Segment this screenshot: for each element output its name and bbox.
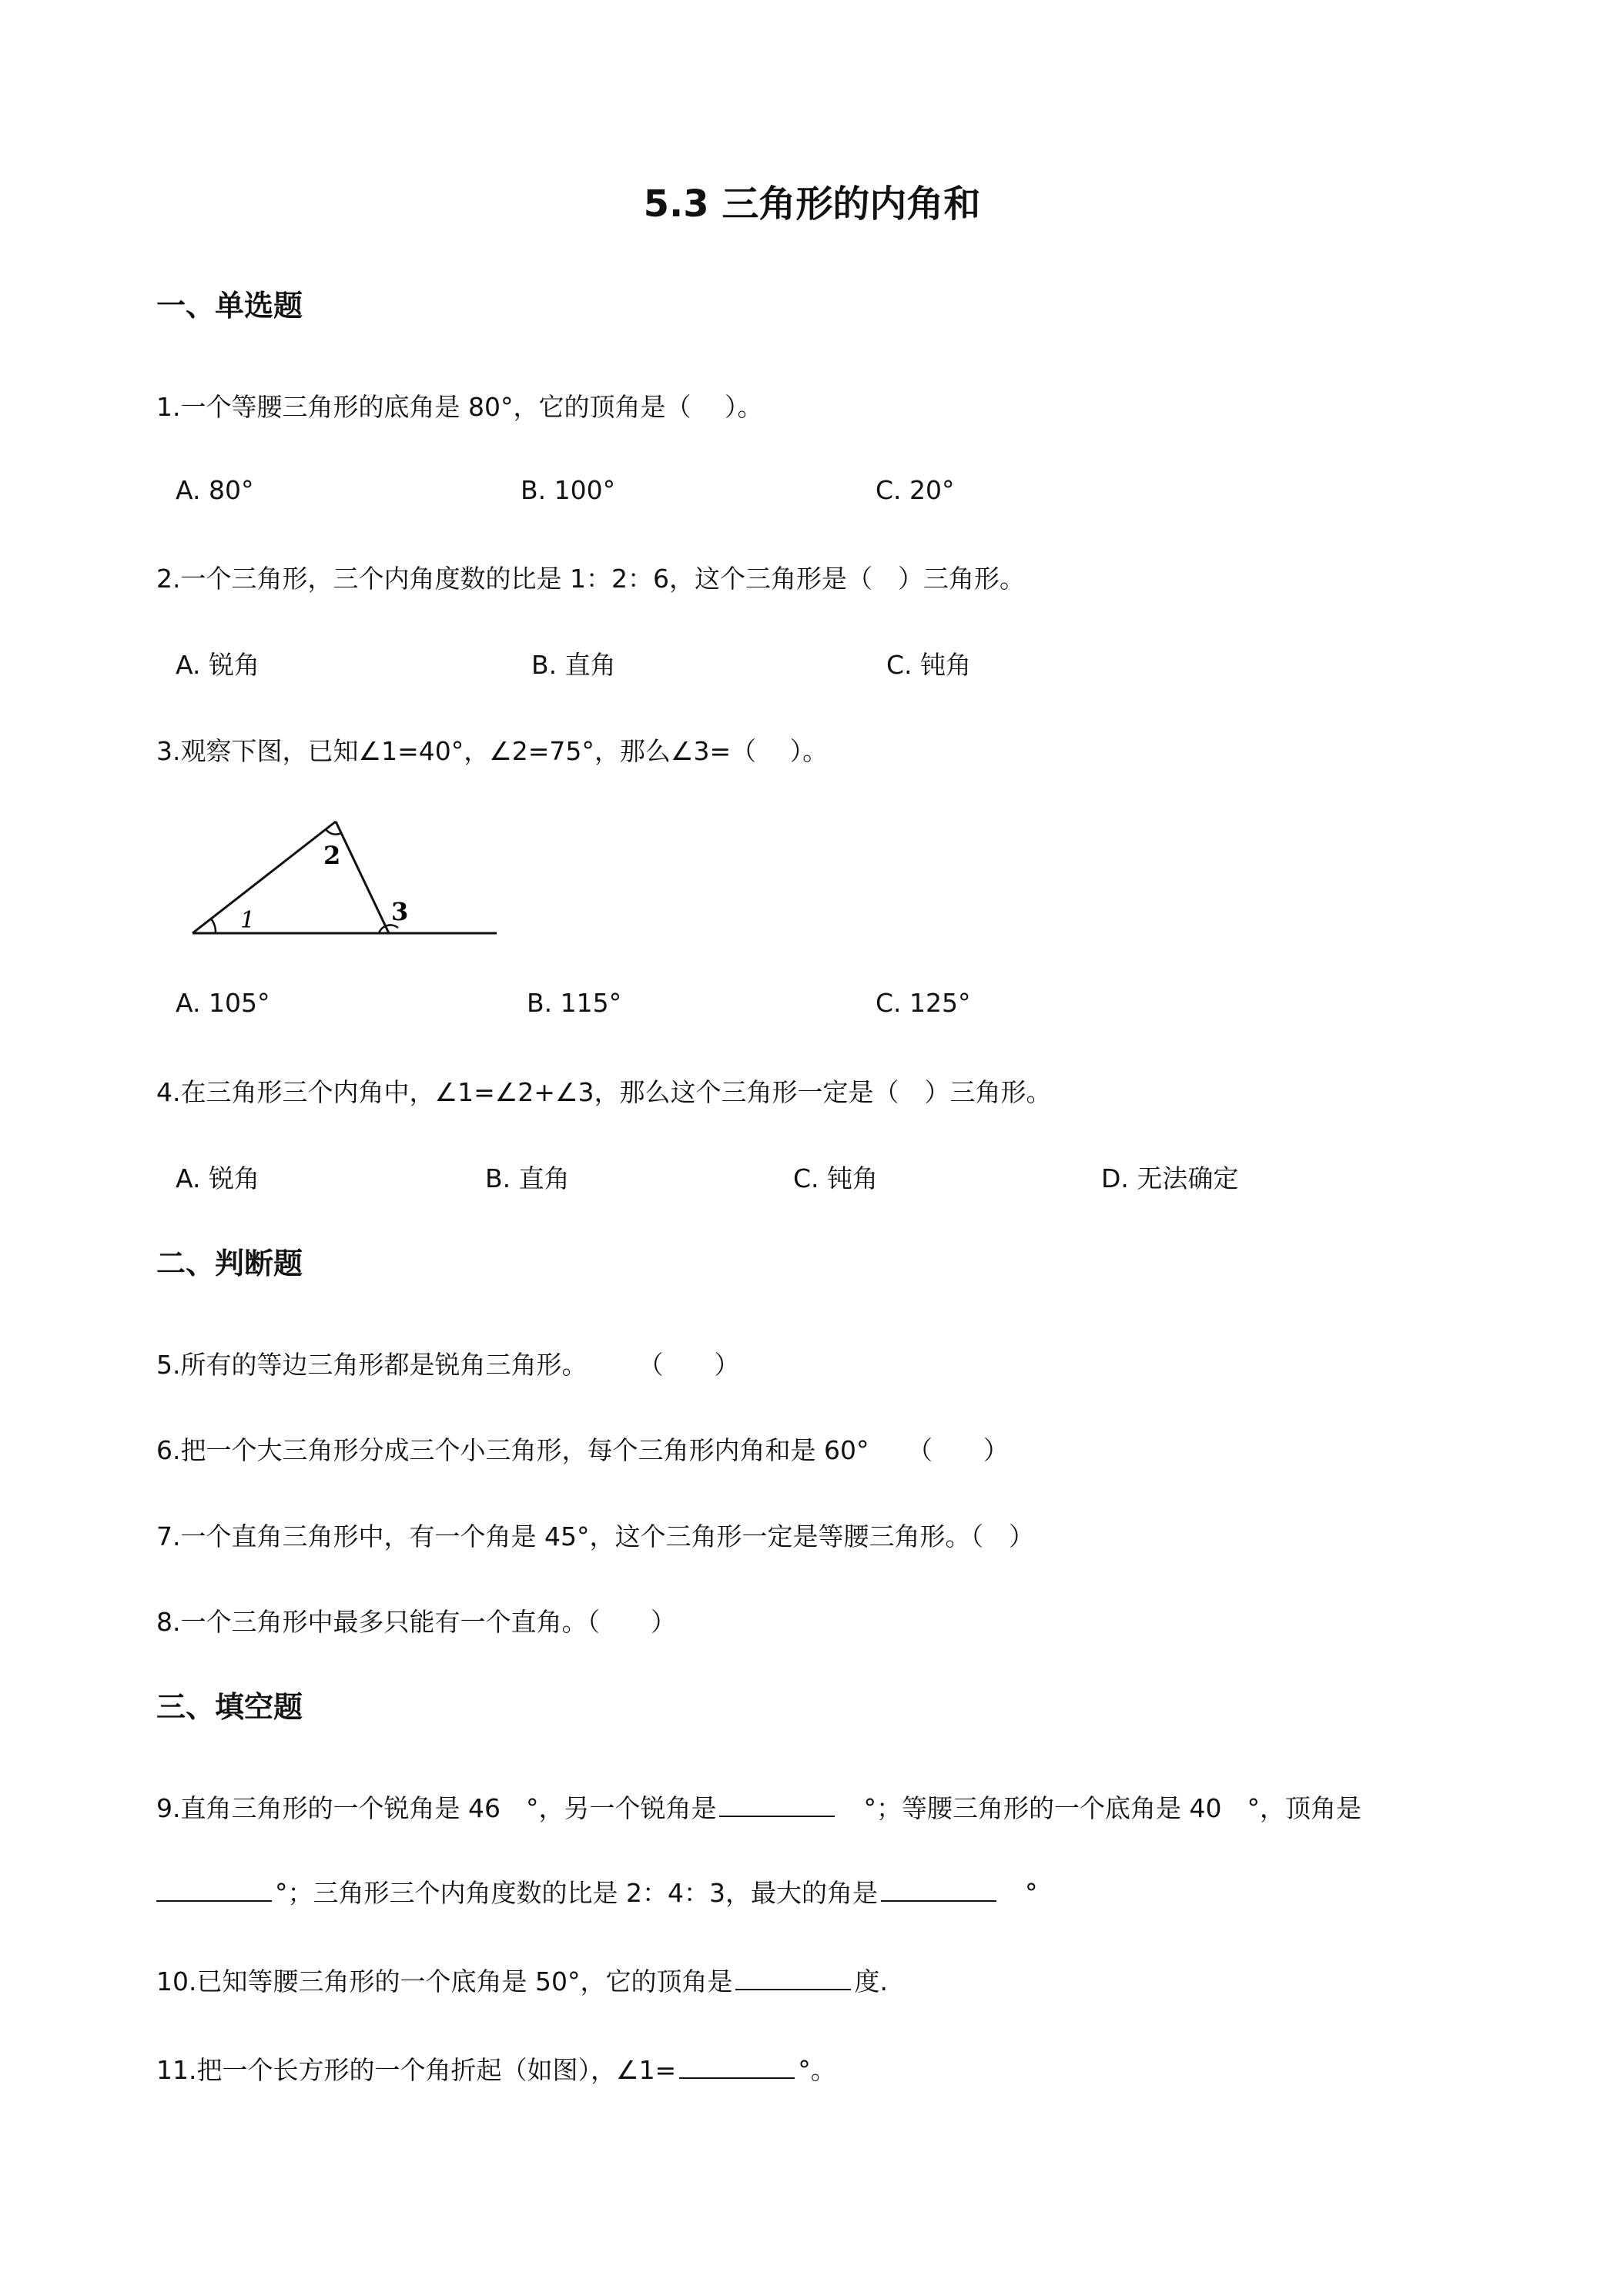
question-1-option-b[interactable]: B. 100° — [521, 475, 616, 505]
triangle-right-side — [336, 822, 389, 933]
question-11-blank[interactable] — [679, 2054, 795, 2079]
question-8-stem: 8.一个三角形中最多只能有一个直角。（ ） — [156, 1607, 676, 1637]
question-10-blank[interactable] — [735, 1966, 851, 1990]
question-4-option-b[interactable]: B. 直角 — [485, 1163, 570, 1193]
question-11-text-1: 11.把一个长方形的一个角折起（如图），∠1= — [156, 2055, 677, 2085]
question-2-stem: 2.一个三角形，三个内角度数的比是 1：2：6，这个三角形是（ ）三角形。 — [156, 564, 1025, 594]
section-heading-true-false: 二、判断题 — [156, 1247, 303, 1280]
question-4-option-d[interactable]: D. 无法确定 — [1101, 1163, 1239, 1193]
section-heading-fill-blank: 三、填空题 — [156, 1690, 303, 1724]
section-heading-single-choice: 一、单选题 — [156, 289, 303, 323]
question-9-text-1: 9.直角三角形的一个锐角是 46 °，另一个锐角是 — [156, 1793, 717, 1823]
question-10-text-2: 度. — [854, 1966, 888, 1996]
triangle-left-side — [193, 822, 336, 933]
question-4-option-a[interactable]: A. 锐角 — [176, 1163, 260, 1193]
question-4-stem: 4.在三角形三个内角中，∠1=∠2+∠3，那么这个三角形一定是（ ）三角形。 — [156, 1077, 1052, 1107]
question-9-blank-3[interactable] — [881, 1877, 996, 1902]
question-11-text-2: °。 — [798, 2055, 836, 2085]
question-9-blank-1[interactable] — [719, 1792, 835, 1817]
question-9-text-4: ° — [999, 1878, 1038, 1908]
question-7-stem: 7.一个直角三角形中，有一个角是 45°，这个三角形一定是等腰三角形。（ ） — [156, 1521, 1034, 1551]
question-3-option-b[interactable]: B. 115° — [527, 988, 622, 1018]
question-1-option-a[interactable]: A. 80° — [176, 475, 254, 505]
question-5-stem: 5.所有的等边三角形都是锐角三角形。 （ ） — [156, 1350, 740, 1380]
question-3-option-c[interactable]: C. 125° — [876, 988, 971, 1018]
page-title: 5.3 三角形的内角和 — [643, 182, 981, 226]
question-3-option-a[interactable]: A. 105° — [176, 988, 270, 1018]
question-11-line — [156, 2050, 836, 2087]
question-3-stem: 3.观察下图，已知∠1=40°，∠2=75°，那么∠3=（ ）。 — [156, 736, 829, 766]
question-1-option-c[interactable]: C. 20° — [876, 475, 955, 505]
question-6-stem: 6.把一个大三角形分成三个小三角形，每个三角形内角和是 60° （ ） — [156, 1435, 1009, 1465]
question-2-option-a[interactable]: A. 锐角 — [176, 650, 260, 680]
question-2-option-c[interactable]: C. 钝角 — [886, 650, 972, 680]
question-2-option-b[interactable]: B. 直角 — [531, 650, 616, 680]
question-10-line — [156, 1962, 888, 1998]
angle-3-label: 3 — [391, 897, 409, 926]
angle-2-label: 2 — [323, 841, 341, 870]
question-9-line-1 — [156, 1789, 1361, 1825]
question-1-stem: 1.一个等腰三角形的底角是 80°，它的顶角是（ ）。 — [156, 392, 763, 422]
angle-1-label: 1 — [240, 907, 256, 934]
question-9-blank-2[interactable] — [156, 1877, 272, 1902]
angle-1-arc — [211, 919, 216, 933]
question-9-line-2 — [156, 1873, 1037, 1909]
question-9-text-3: °；三角形三个内角度数的比是 2：4：3，最大的角是 — [275, 1878, 878, 1908]
question-10-text-1: 10.已知等腰三角形的一个底角是 50°，它的顶角是 — [156, 1966, 733, 1996]
question-3-triangle-figure — [185, 812, 508, 947]
question-9-text-2: °；等腰三角形的一个底角是 40 °，顶角是 — [838, 1793, 1361, 1823]
question-4-option-c[interactable]: C. 钝角 — [793, 1163, 879, 1193]
